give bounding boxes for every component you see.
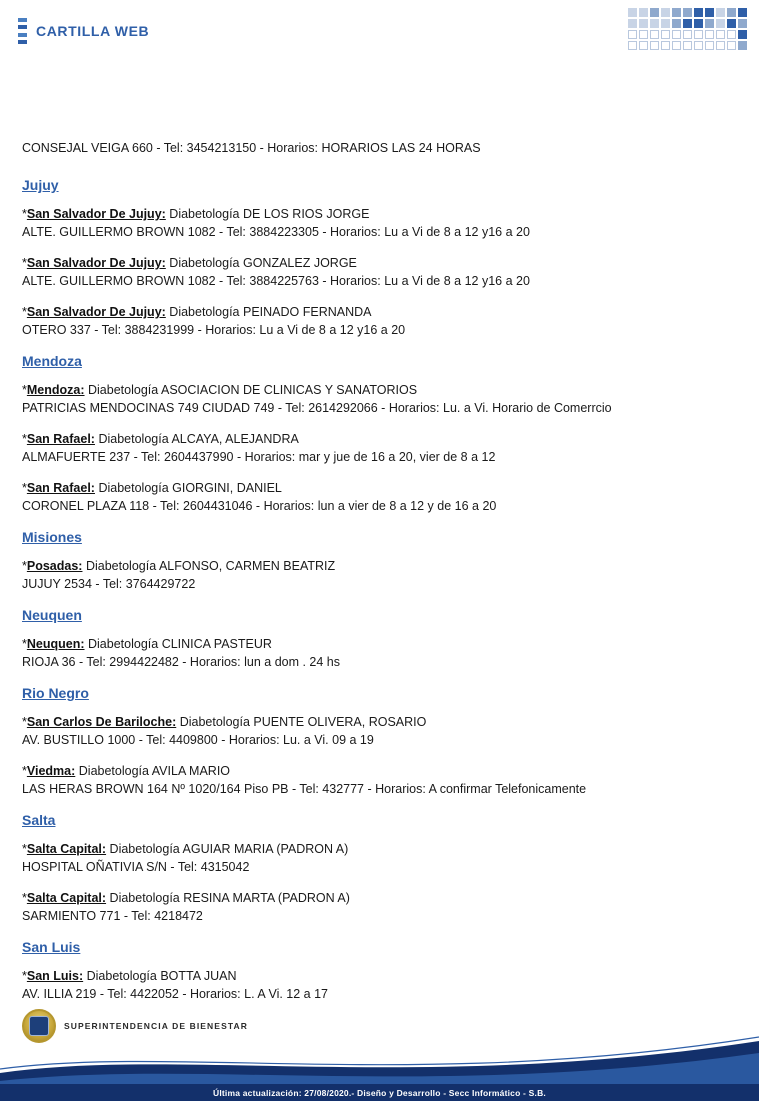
entry-specialty: Diabetología (109, 842, 180, 856)
entry-specialty: Diabetología (98, 481, 169, 495)
entry-professional: CLINICA PASTEUR (161, 637, 272, 651)
entry-professional: PEINADO FERNANDA (242, 305, 372, 319)
entry-specialty: Diabetología (88, 637, 159, 651)
entry-specialty: Diabetología (169, 207, 240, 221)
provider-entry (22, 431, 737, 466)
shield-crest-icon (22, 1009, 56, 1043)
entry-bullet-icon: * (22, 256, 27, 270)
province-heading[interactable]: Misiones (22, 529, 82, 545)
province-block (22, 939, 737, 1003)
province-block (22, 353, 737, 515)
entry-address: ALTE. GUILLERMO BROWN 1082 - Tel: 3884225763 - Horarios: Lu a Vi de 8 a 12 y16 a 20 (22, 273, 530, 288)
province-heading[interactable]: Mendoza (22, 353, 82, 369)
header-decoration (625, 8, 747, 54)
provider-entry (22, 968, 737, 1003)
entry-professional: ALCAYA, ALEJANDRA (171, 432, 299, 446)
entry-bullet-icon: * (22, 559, 27, 573)
province-block (22, 685, 737, 798)
page-footer (0, 1007, 759, 1101)
footer-update-bar: Última actualización: 27/08/2020.- Diseño y Desarrollo - Secc Informático - S.B. (0, 1084, 759, 1101)
entry-bullet-icon: * (22, 305, 27, 319)
entry-location: San Rafael: (26, 432, 95, 446)
entry-location: Neuquen: (26, 637, 85, 651)
entry-bullet-icon: * (22, 715, 27, 729)
entry-specialty: Diabetología (179, 715, 250, 729)
entry-location: San Carlos De Bariloche: (26, 715, 177, 729)
entry-location: Salta Capital: (26, 891, 107, 905)
entry-specialty: Diabetología (98, 432, 169, 446)
province-heading[interactable]: Salta (22, 812, 56, 828)
entry-bullet-icon: * (22, 207, 27, 221)
entry-address: JUJUY 2534 - Tel: 3764429722 (22, 576, 196, 591)
entry-professional: AVILA MARIO (151, 764, 231, 778)
provider-entry (22, 480, 737, 515)
entry-professional: ALFONSO, CARMEN BEATRIZ (158, 559, 336, 573)
page-header (0, 0, 759, 62)
entry-specialty: Diabetología (169, 305, 240, 319)
brand-title: CARTILLA WEB (36, 23, 150, 39)
brand-bars-icon (18, 18, 27, 44)
entry-address: CORONEL PLAZA 118 - Tel: 2604431046 - Horarios: lun a vier de 8 a 12 y de 16 a 20 (22, 498, 497, 513)
entry-bullet-icon: * (22, 432, 27, 446)
entry-professional: GONZALEZ JORGE (242, 256, 357, 270)
entry-specialty: Diabetología (86, 969, 157, 983)
entry-professional: ASOCIACION DE CLINICAS Y SANATORIOS (161, 383, 418, 397)
entry-location: San Rafael: (26, 481, 95, 495)
brand (18, 18, 149, 44)
entry-address: HOSPITAL OÑATIVIA S/N - Tel: 4315042 (22, 859, 250, 874)
provider-entry (22, 636, 737, 671)
entry-location: Salta Capital: (26, 842, 107, 856)
province-list (22, 177, 737, 1003)
entry-location: Posadas: (26, 559, 83, 573)
entry-address: ALMAFUERTE 237 - Tel: 2604437990 - Horarios: mar y jue de 16 a 20, vier de 8 a 12 (22, 449, 496, 464)
entry-bullet-icon: * (22, 891, 27, 905)
entry-bullet-icon: * (22, 842, 27, 856)
entry-location: San Salvador De Jujuy: (26, 305, 166, 319)
entry-address: PATRICIAS MENDOCINAS 749 CIUDAD 749 - Tel: 2614292066 - Horarios: Lu. a Vi. Horario de Comerrcio (22, 400, 612, 415)
entry-location: San Salvador De Jujuy: (26, 207, 166, 221)
entry-address: SARMIENTO 771 - Tel: 4218472 (22, 908, 203, 923)
province-heading[interactable]: Rio Negro (22, 685, 89, 701)
province-heading[interactable]: Neuquen (22, 607, 82, 623)
provider-entry (22, 714, 737, 749)
provider-entry (22, 382, 737, 417)
entry-location: San Luis: (26, 969, 84, 983)
entry-professional: AGUIAR MARIA (PADRON A) (182, 842, 349, 856)
province-heading[interactable]: Jujuy (22, 177, 59, 193)
entry-location: San Salvador De Jujuy: (26, 256, 166, 270)
provider-entry (22, 206, 737, 241)
entry-bullet-icon: * (22, 481, 27, 495)
provider-entry (22, 304, 737, 339)
province-block (22, 177, 737, 339)
province-block (22, 812, 737, 925)
entry-professional: GIORGINI, DANIEL (172, 481, 282, 495)
entry-specialty: Diabetología (109, 891, 180, 905)
provider-entry (22, 255, 737, 290)
directory-content (0, 62, 759, 1017)
entry-address: AV. BUSTILLO 1000 - Tel: 4409800 - Horarios: Lu. a Vi. 09 a 19 (22, 732, 374, 747)
entry-location: Mendoza: (26, 383, 85, 397)
footer-organization-name: SUPERINTENDENCIA DE BIENESTAR (64, 1021, 248, 1031)
entry-bullet-icon: * (22, 764, 27, 778)
footer-organization (22, 1009, 248, 1043)
provider-entry (22, 890, 737, 925)
entry-address: LAS HERAS BROWN 164 Nº 1020/164 Piso PB - Tel: 432777 - Horarios: A confirmar Telefonicamente (22, 781, 587, 796)
entry-bullet-icon: * (22, 969, 27, 983)
entry-specialty: Diabetología (78, 764, 149, 778)
province-block (22, 529, 737, 593)
entry-specialty: Diabetología (88, 383, 159, 397)
entry-address: ALTE. GUILLERMO BROWN 1082 - Tel: 3884223305 - Horarios: Lu a Vi de 8 a 12 y16 a 20 (22, 224, 530, 239)
entry-bullet-icon: * (22, 637, 27, 651)
lead-address-line: CONSEJAL VEIGA 660 - Tel: 3454213150 - Horarios: HORARIOS LAS 24 HORAS (22, 141, 481, 155)
entry-professional: RESINA MARTA (PADRON A) (183, 891, 350, 905)
entry-address: OTERO 337 - Tel: 3884231999 - Horarios: Lu a Vi de 8 a 12 y16 a 20 (22, 322, 406, 337)
entry-specialty: Diabetología (169, 256, 240, 270)
entry-address: RIOJA 36 - Tel: 2994422482 - Horarios: lun a dom . 24 hs (22, 654, 341, 669)
provider-entry (22, 841, 737, 876)
entry-bullet-icon: * (22, 383, 27, 397)
entry-location: Viedma: (26, 764, 76, 778)
province-block (22, 607, 737, 671)
province-heading[interactable]: San Luis (22, 939, 81, 955)
entry-specialty: Diabetología (85, 559, 157, 573)
provider-entry (22, 558, 737, 593)
entry-professional: PUENTE OLIVERA, ROSARIO (253, 715, 427, 729)
entry-address: AV. ILLIA 219 - Tel: 4422052 - Horarios: L. A Vi. 12 a 17 (22, 986, 328, 1001)
entry-professional: BOTTA JUAN (160, 969, 237, 983)
entry-professional: DE LOS RIOS JORGE (242, 207, 370, 221)
provider-entry (22, 763, 737, 798)
